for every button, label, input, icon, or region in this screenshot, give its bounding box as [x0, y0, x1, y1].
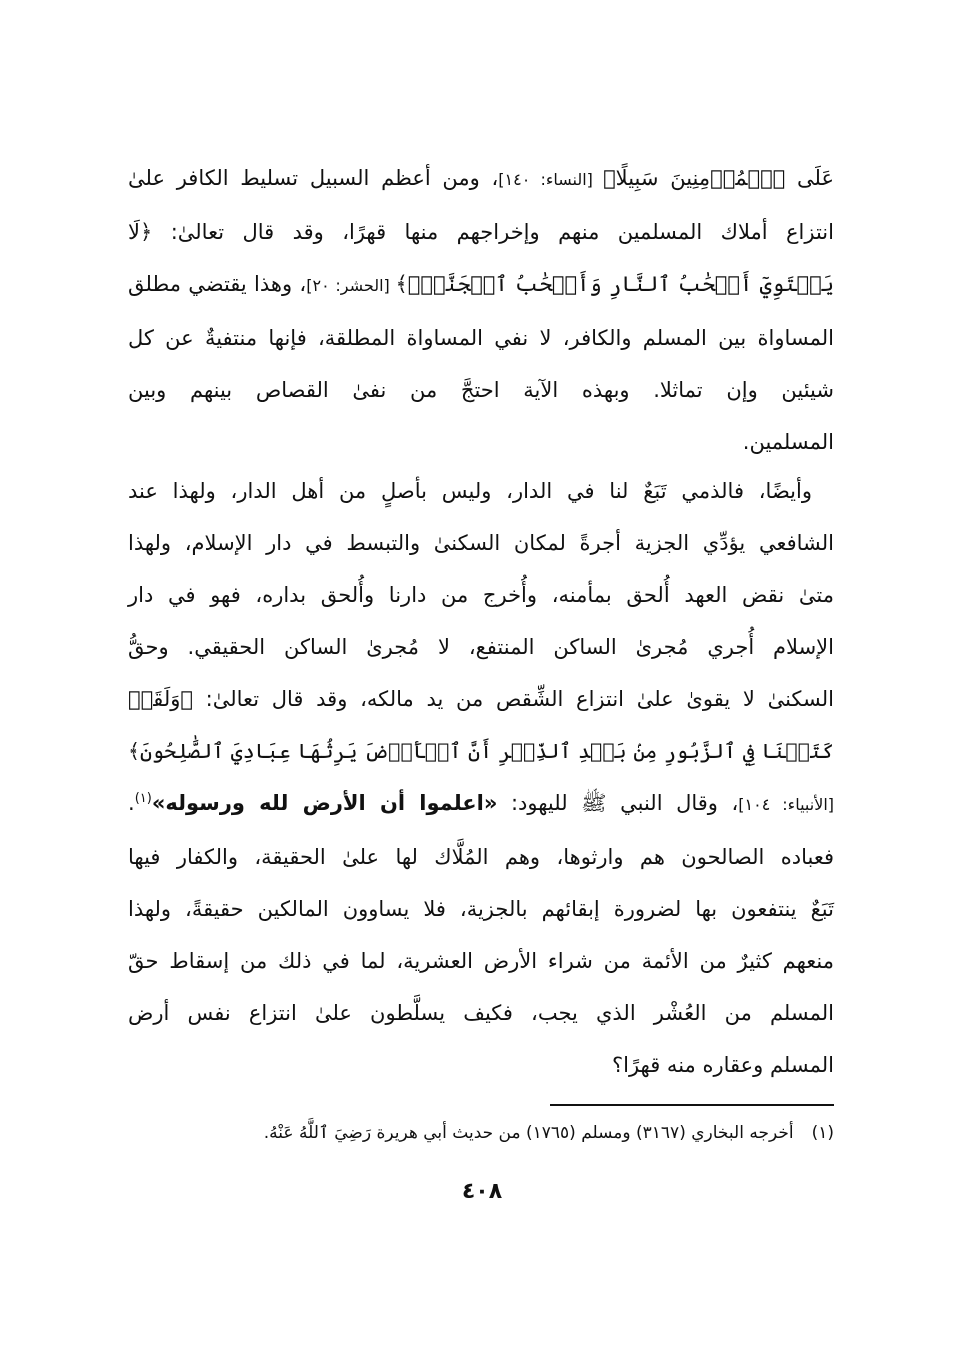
body-text: تَبَعٌ ينتفعون بها لضرورة إبقائهم بالجزية، فلا يساوون المالكين حقيقةً، ولهذا — [128, 897, 834, 921]
para1-line-3 — [128, 258, 834, 312]
para2-line-5 — [128, 673, 834, 725]
page-number: ٤٠٨ — [461, 1179, 503, 1204]
paragraph-1 — [128, 152, 834, 468]
para1-line-4 — [128, 312, 834, 364]
quran-verse-start: ﴿وَلَقَدۡ — [128, 687, 193, 711]
body-text: شيئين وإن تماثلا. وبهذه الآية احتجَّ من نفىٰ القصاص بينهم وبين — [128, 378, 834, 402]
verse-reference: [الحشر: ٢٠] — [306, 276, 396, 295]
para2-line-1 — [128, 465, 834, 517]
body-text: ، ومن أعظم السبيل تسليط الكافر علىٰ — [128, 166, 499, 190]
body-text: المسلمين. — [742, 430, 834, 454]
body-text: متىٰ نقض العهد أُلحق بمأمنه، وأُخرج من دارنا وأُلحق بداره، فهو في دار — [128, 583, 834, 607]
para2-line-10 — [128, 935, 834, 987]
para1-line-5 — [128, 364, 834, 416]
para1-line-6 — [128, 416, 834, 468]
footnote — [128, 1117, 834, 1149]
verse-reference: [الأنبياء: ١٠٤] — [738, 795, 834, 814]
quran-verse: كَتَبۡنَا فِي ٱلزَّبُورِ مِنۢ بَعۡدِ ٱلذِّكۡرِ أَنَّ ٱلۡأَرۡضَ يَرِثُهَا عِبَادِيَ ٱلصَّٰلِحُونَ﴾ — [128, 739, 834, 763]
paragraph-2 — [128, 465, 834, 1091]
para2-line-8 — [128, 831, 834, 883]
footnote-marker[interactable]: (١) — [134, 791, 152, 806]
hadith-quote: «اعلموا أن الأرض لله ورسوله» — [151, 791, 498, 815]
verse-reference: [النساء: ١٤٠] — [498, 170, 604, 189]
body-text: انتزاع أملاك المسلمين منهم وإخراجهم منها قهرًا، وقد قال تعالىٰ: — [152, 220, 834, 244]
para1-line-2 — [128, 206, 834, 258]
body-text: ، وهذا يقتضي مطلق — [128, 272, 307, 296]
body-text: المسلم من العُشْر الذي يجب، فكيف يسلَّطون علىٰ انتزاع نفس أرض — [128, 1001, 834, 1025]
body-text: ، وقال النبي ﷺ لليهود: — [497, 791, 739, 815]
body-text: منعهم كثيرٌ من الأئمة من شراء الأرض العشرية، لما في ذلك من إسقاط حقّ — [128, 949, 834, 973]
para2-line-4 — [128, 621, 834, 673]
para2-line-7 — [128, 777, 834, 831]
body-text: الشافعي يؤدِّي الجزية أجرةً لمكان السكنىٰ والتبسط في دار الإسلام، ولهذا — [128, 531, 834, 555]
quran-verse: يَسۡتَوِيٓ أَصۡحَٰبُ ٱلنَّارِ وَأَصۡحَٰبُ ٱلۡجَنَّةِۚ﴾ — [395, 272, 834, 296]
body-text: . — [128, 791, 135, 815]
body-text: الإسلام أُجري مُجرىٰ الساكن المنتفع، لا مُجرىٰ الساكن الحقيقي. وحقُّ — [128, 635, 834, 659]
quran-verse-start: ﴿لَا — [128, 220, 153, 244]
footnote-number: (١) — [811, 1123, 834, 1143]
body-text: وأيضًا، فالذمي تَبَعٌ لنا في الدار، وليس بأصلٍ من أهل الدار، ولهذا عند — [128, 479, 812, 503]
para2-line-2 — [128, 517, 834, 569]
body-text: فعباده الصالحون هم وارثوها، وهم المُلَّاك لها علىٰ الحقيقة، والكفار فيها — [128, 845, 834, 869]
quran-verse-end: عَلَى ٱلۡمُؤۡمِنِينَ سَبِيلًا﴾ — [603, 166, 834, 190]
footnote-separator — [550, 1104, 834, 1106]
para2-line-9 — [128, 883, 834, 935]
para2-line-11 — [128, 987, 834, 1039]
para1-line-1 — [128, 152, 834, 206]
body-text: المساواة بين المسلم والكافر، لا نفي المساواة المطلقة، فإنها منتفيةٌ عن كل — [128, 326, 834, 350]
footnote-text: أخرجه البخاري (٣١٦٧) ومسلم (١٧٦٥) من حديث أبي هريرة رَضِيَ ٱللَّهُ عَنْهُ. — [263, 1123, 794, 1143]
para2-line-12 — [128, 1039, 834, 1091]
body-text: المسلم وعقاره منه قهرًا؟ — [611, 1053, 834, 1077]
para2-line-3 — [128, 569, 834, 621]
body-text: السكنىٰ لا يقوىٰ علىٰ انتزاع الشِّقص من يد مالكه، وقد قال تعالىٰ: — [192, 687, 834, 711]
para2-line-6 — [128, 725, 834, 777]
